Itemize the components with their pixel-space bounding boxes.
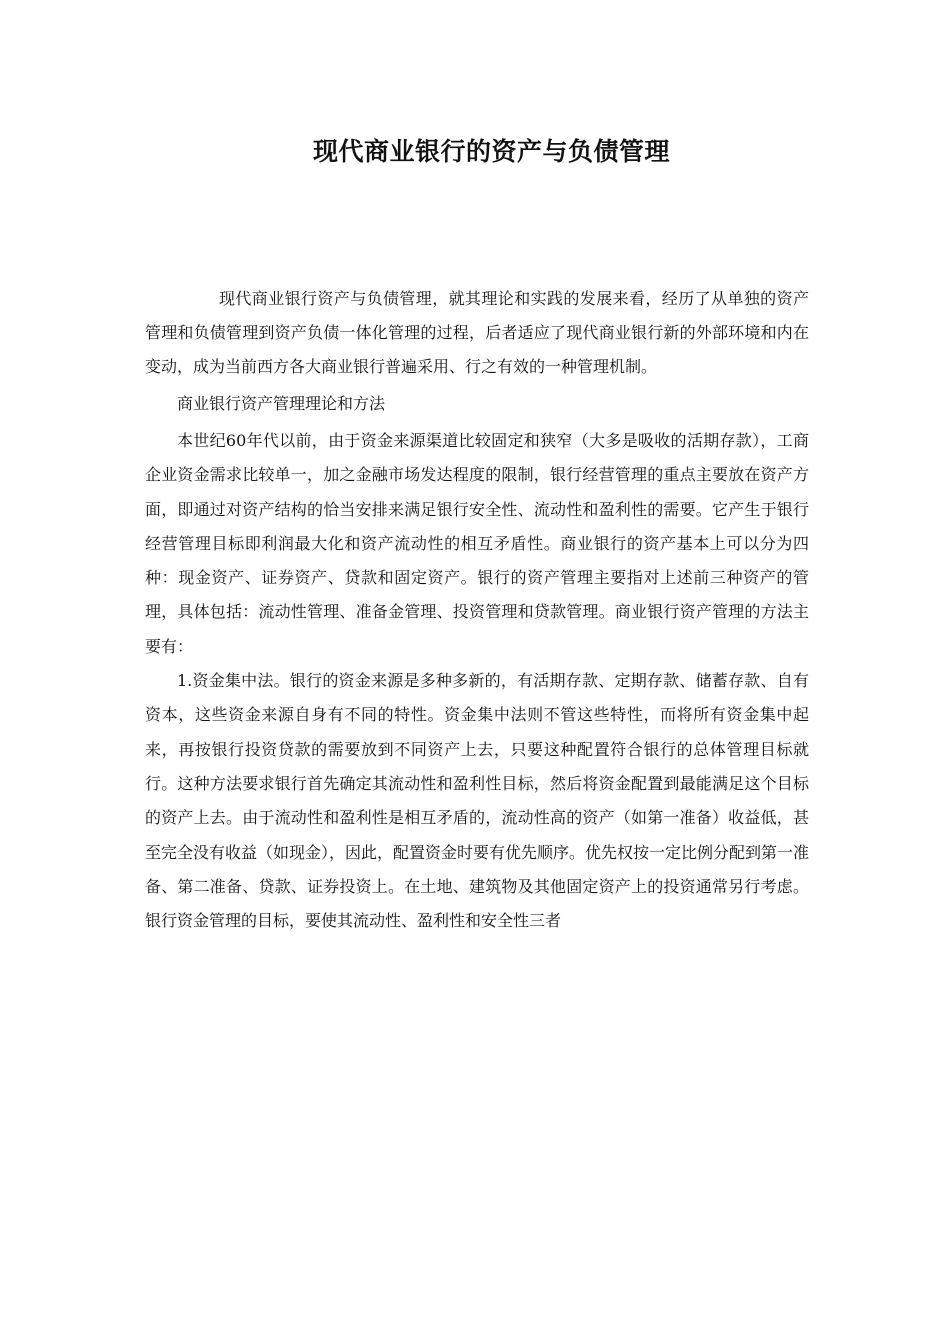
method-paragraph: 1.资金集中法。银行的资金来源是多种多新的，有活期存款、定期存款、储蓄存款、自有资本，这些资金来源自身有不同的特性。资金集中法则不管这些特性，而将所有资金集中起来，再按银行投资贷款的需要放到不同资产上去，只要这种配置符合银行的总体管理目标就行。这种方法要求银行首先确定其流动性和盈利性目标，然后将资金配置到最能满足这个目标的资产上去。由于流动性和盈利性是相互矛盾的，流动性高的资产（如第一准备）收益低，甚至完全没有收益（如现金），因此，配置资金时要有优先顺序。优先权按一定比例分配到第一准备、第二准备、贷款、证券投资上。在土地、建筑物及其他固定资产上的投资通常另行考虑。银行资金管理的目标，要使其流动性、盈利性和安全性三者: [145, 671, 810, 931]
document-title: 现代商业银行的资产与负债管理: [312, 137, 670, 166]
document-body: [145, 282, 809, 938]
section-heading: 商业银行资产管理理论和方法: [177, 394, 386, 413]
intro-paragraph: 现代商业银行资产与负债管理，就其理论和实践的发展来看，经历了从单独的资产管理和负债管理到资产负债一体化管理的过程，后者适应了现代商业银行新的外部环境和内在变动，成为当前西方各大商业银行普遍采用、行之有效的一种管理机制。: [145, 289, 809, 376]
body-paragraph: 本世纪60年代以前，由于资金来源渠道比较固定和狭窄（大多是吸收的活期存款），工商企业资金需求比较单一，加之金融市场发达程度的限制，银行经营管理的重点主要放在资产方面，即通过对资产结构的恰当安排来满足银行安全性、流动性和盈利性的需要。它产生于银行经营管理目标即利润最大化和资产流动性的相互矛盾性。商业银行的资产基本上可以分为四种：现金资产、证券资产、贷款和固定资产。银行的资产管理主要指对上述前三种资产的管理，具体包括：流动性管理、准备金管理、投资管理和贷款管理。商业银行资产管理的方法主要有：: [145, 431, 809, 656]
